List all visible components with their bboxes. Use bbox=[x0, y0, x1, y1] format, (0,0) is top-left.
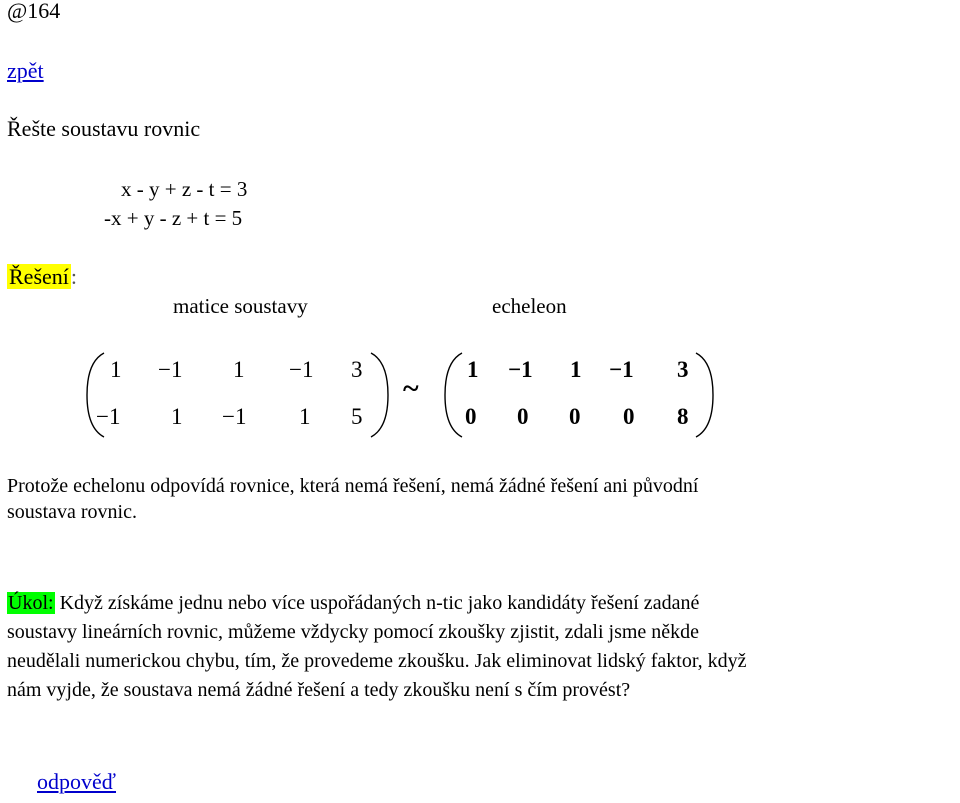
answer-link[interactable]: odpověď bbox=[37, 769, 116, 794]
matrix-b-cell: 0 bbox=[569, 404, 581, 429]
matrix-b-cell: −1 bbox=[609, 357, 634, 382]
matrix-a-cell: −1 bbox=[158, 357, 183, 382]
solution-label: Řešení bbox=[9, 264, 69, 289]
solution-heading bbox=[7, 264, 77, 290]
page-id: @164 bbox=[7, 0, 61, 23]
matrix-a-cell: −1 bbox=[289, 357, 314, 382]
matrix-a-cell: 1 bbox=[110, 357, 122, 382]
matrix-b-cell: 1 bbox=[570, 357, 582, 382]
matrix-b-cell: 0 bbox=[623, 404, 635, 429]
matrix-b-cell: 0 bbox=[465, 404, 477, 429]
equation-1: x - y + z - t = 3 bbox=[121, 177, 248, 201]
matrix-a-cell: 1 bbox=[171, 404, 183, 429]
equation-2: -x + y - z + t = 5 bbox=[104, 206, 243, 230]
matrix-a-cell: −1 bbox=[222, 404, 247, 429]
matrix-b-cell: 0 bbox=[517, 404, 529, 429]
matrix-label: matice soustavy bbox=[173, 294, 308, 318]
matrix-a-cell: −1 bbox=[96, 404, 121, 429]
task-line-1 bbox=[7, 592, 699, 615]
matrix-b-cell: 3 bbox=[677, 357, 689, 382]
explanation-line-2: soustava rovnic. bbox=[7, 501, 137, 523]
task-line-4: nám vyjde, že soustava nemá žádné řešení a tedy zkoušku není s čím provést? bbox=[7, 679, 631, 701]
matrix-b-right-bracket bbox=[692, 350, 716, 440]
equivalence-tilde: ~ bbox=[403, 372, 419, 405]
matrix-a-cell: 1 bbox=[299, 404, 311, 429]
matrix-b-cell: −1 bbox=[508, 357, 533, 382]
task-text-1: Když získáme jednu nebo více uspořádaných n-tic jako kandidáty řešení zadané bbox=[54, 592, 700, 614]
task-line-3: neudělali numerickou chybu, tím, že provedeme zkoušku. Jak eliminovat lidský faktor, když bbox=[7, 650, 747, 672]
matrix-a-cell: 3 bbox=[351, 357, 363, 382]
matrix-a-cell: 1 bbox=[233, 357, 245, 382]
matrix-a-right-bracket bbox=[367, 350, 391, 440]
task-line-2: soustavy lineárních rovnic, můžeme vždycky pomocí zkoušky zjistit, zdali jsme někde bbox=[7, 621, 700, 643]
exercise-title: Řešte soustavu rovnic bbox=[7, 116, 201, 141]
matrix-b-cell: 8 bbox=[677, 404, 689, 429]
matrix-b-cell: 1 bbox=[467, 357, 479, 382]
echelon-label: echeleon bbox=[492, 294, 567, 318]
back-link[interactable]: zpět bbox=[7, 58, 44, 83]
solution-colon: : bbox=[70, 264, 78, 289]
task-label: Úkol: bbox=[8, 592, 54, 614]
explanation-line-1: Protože echelonu odpovídá rovnice, která nemá řešení, nemá žádné řešení ani původní bbox=[7, 475, 699, 497]
matrix-a-cell: 5 bbox=[351, 404, 363, 429]
matrix-b-left-bracket bbox=[442, 350, 466, 440]
